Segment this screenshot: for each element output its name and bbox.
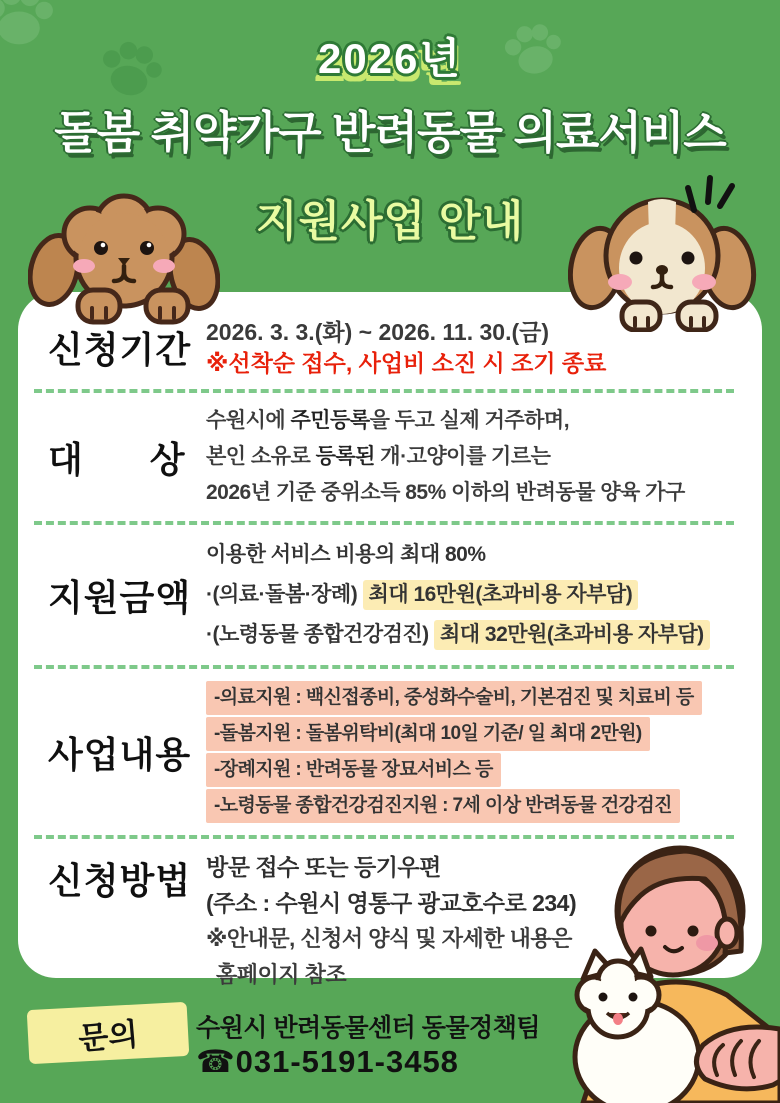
program-item [206,789,744,823]
target-text-bold: 등록된 [315,445,375,468]
paw-print-icon [0,0,54,52]
section-label-period: 신청기간 [48,329,192,370]
program-item [206,681,744,715]
main-title: 돌봄 취약가구 반려동물 의료서비스 [54,107,726,158]
section-amount [18,535,750,655]
section-label-content: 사업내용 [48,733,192,775]
period-notice: ※선착순 접수, 사업비 소진 시 조기 종료 [206,350,607,376]
amount-line [206,615,744,655]
phone-number: 031-5191-3458 [235,1044,459,1079]
program-item [206,717,744,751]
amount-highlight: 최대 16만원(초과비용 자부담) [363,580,639,610]
program-item-text: -의료지원 : 백신접종비, 중성화수술비, 기본검진 및 치료비 등 [206,681,702,715]
target-text: 을 두고 실제 거주하며, [369,409,570,432]
emphasis-lines-icon [676,172,746,228]
contact-org: 수원시 반려동물센터 동물정책팀 [196,1014,540,1042]
amount-highlight: 최대 32만원(초과비용 자부담) [434,620,710,650]
target-text: 본인 소유로 [206,445,316,468]
section-target [18,403,750,511]
poodle-dog-illustration [28,186,220,328]
section-divider [34,665,734,669]
method-line: 홈페이지 참조 [216,962,347,987]
period-dates: 2026. 3. 3.(화) ~ 2026. 11. 30.(금) [206,319,549,345]
contact-phone [196,1044,459,1080]
program-item [206,753,744,787]
amount-text: ·(의료·돌봄·장례) [206,583,363,606]
paw-print-icon [94,34,168,108]
method-line: ※안내문, 신청서 양식 및 자세한 내용은 [206,926,572,951]
section-content [18,679,750,825]
method-line: (주소 : 수원시 영통구 광교호수로 234) [206,890,577,916]
program-item-text: -돌봄지원 : 돌봄위탁비(최대 10일 기준/ 일 최대 2만원) [206,717,650,751]
section-label-target: 대 상 [48,438,186,480]
target-text: 개·고양이를 기르는 [374,445,551,468]
paw-print-icon [500,17,567,84]
amount-text: ·(노령동물 종합건강검진) [206,623,435,646]
section-divider [34,389,734,393]
section-label-amount: 지원금액 [48,576,192,618]
method-line: 방문 접수 또는 등기우편 [206,854,441,880]
phone-icon: ☎ [196,1044,236,1079]
contact-badge-label: 문의 [76,1015,140,1057]
year-badge: 2026년 [317,35,462,82]
section-label-method: 신청방법 [48,860,192,901]
amount-line [206,575,744,615]
section-divider [34,521,734,525]
contact-badge [27,1002,190,1064]
person-with-dog-illustration [555,831,780,1103]
program-item-text: -노령동물 종합건강검진지원 : 7세 이상 반려동물 건강검진 [206,789,680,823]
subtitle: 지원사업 안내 [255,198,525,246]
target-line [206,403,744,439]
program-item-text: -장례지원 : 반려동물 장묘서비스 등 [206,753,501,787]
target-line: 2026년 기준 중위소득 85% 이하의 반려동물 양육 가구 [206,481,685,504]
target-text-bold: 주민등록 [290,409,370,432]
target-line [206,439,744,475]
amount-line: 이용한 서비스 비용의 최대 80% [206,543,486,566]
target-text: 수원시에 [206,409,291,432]
